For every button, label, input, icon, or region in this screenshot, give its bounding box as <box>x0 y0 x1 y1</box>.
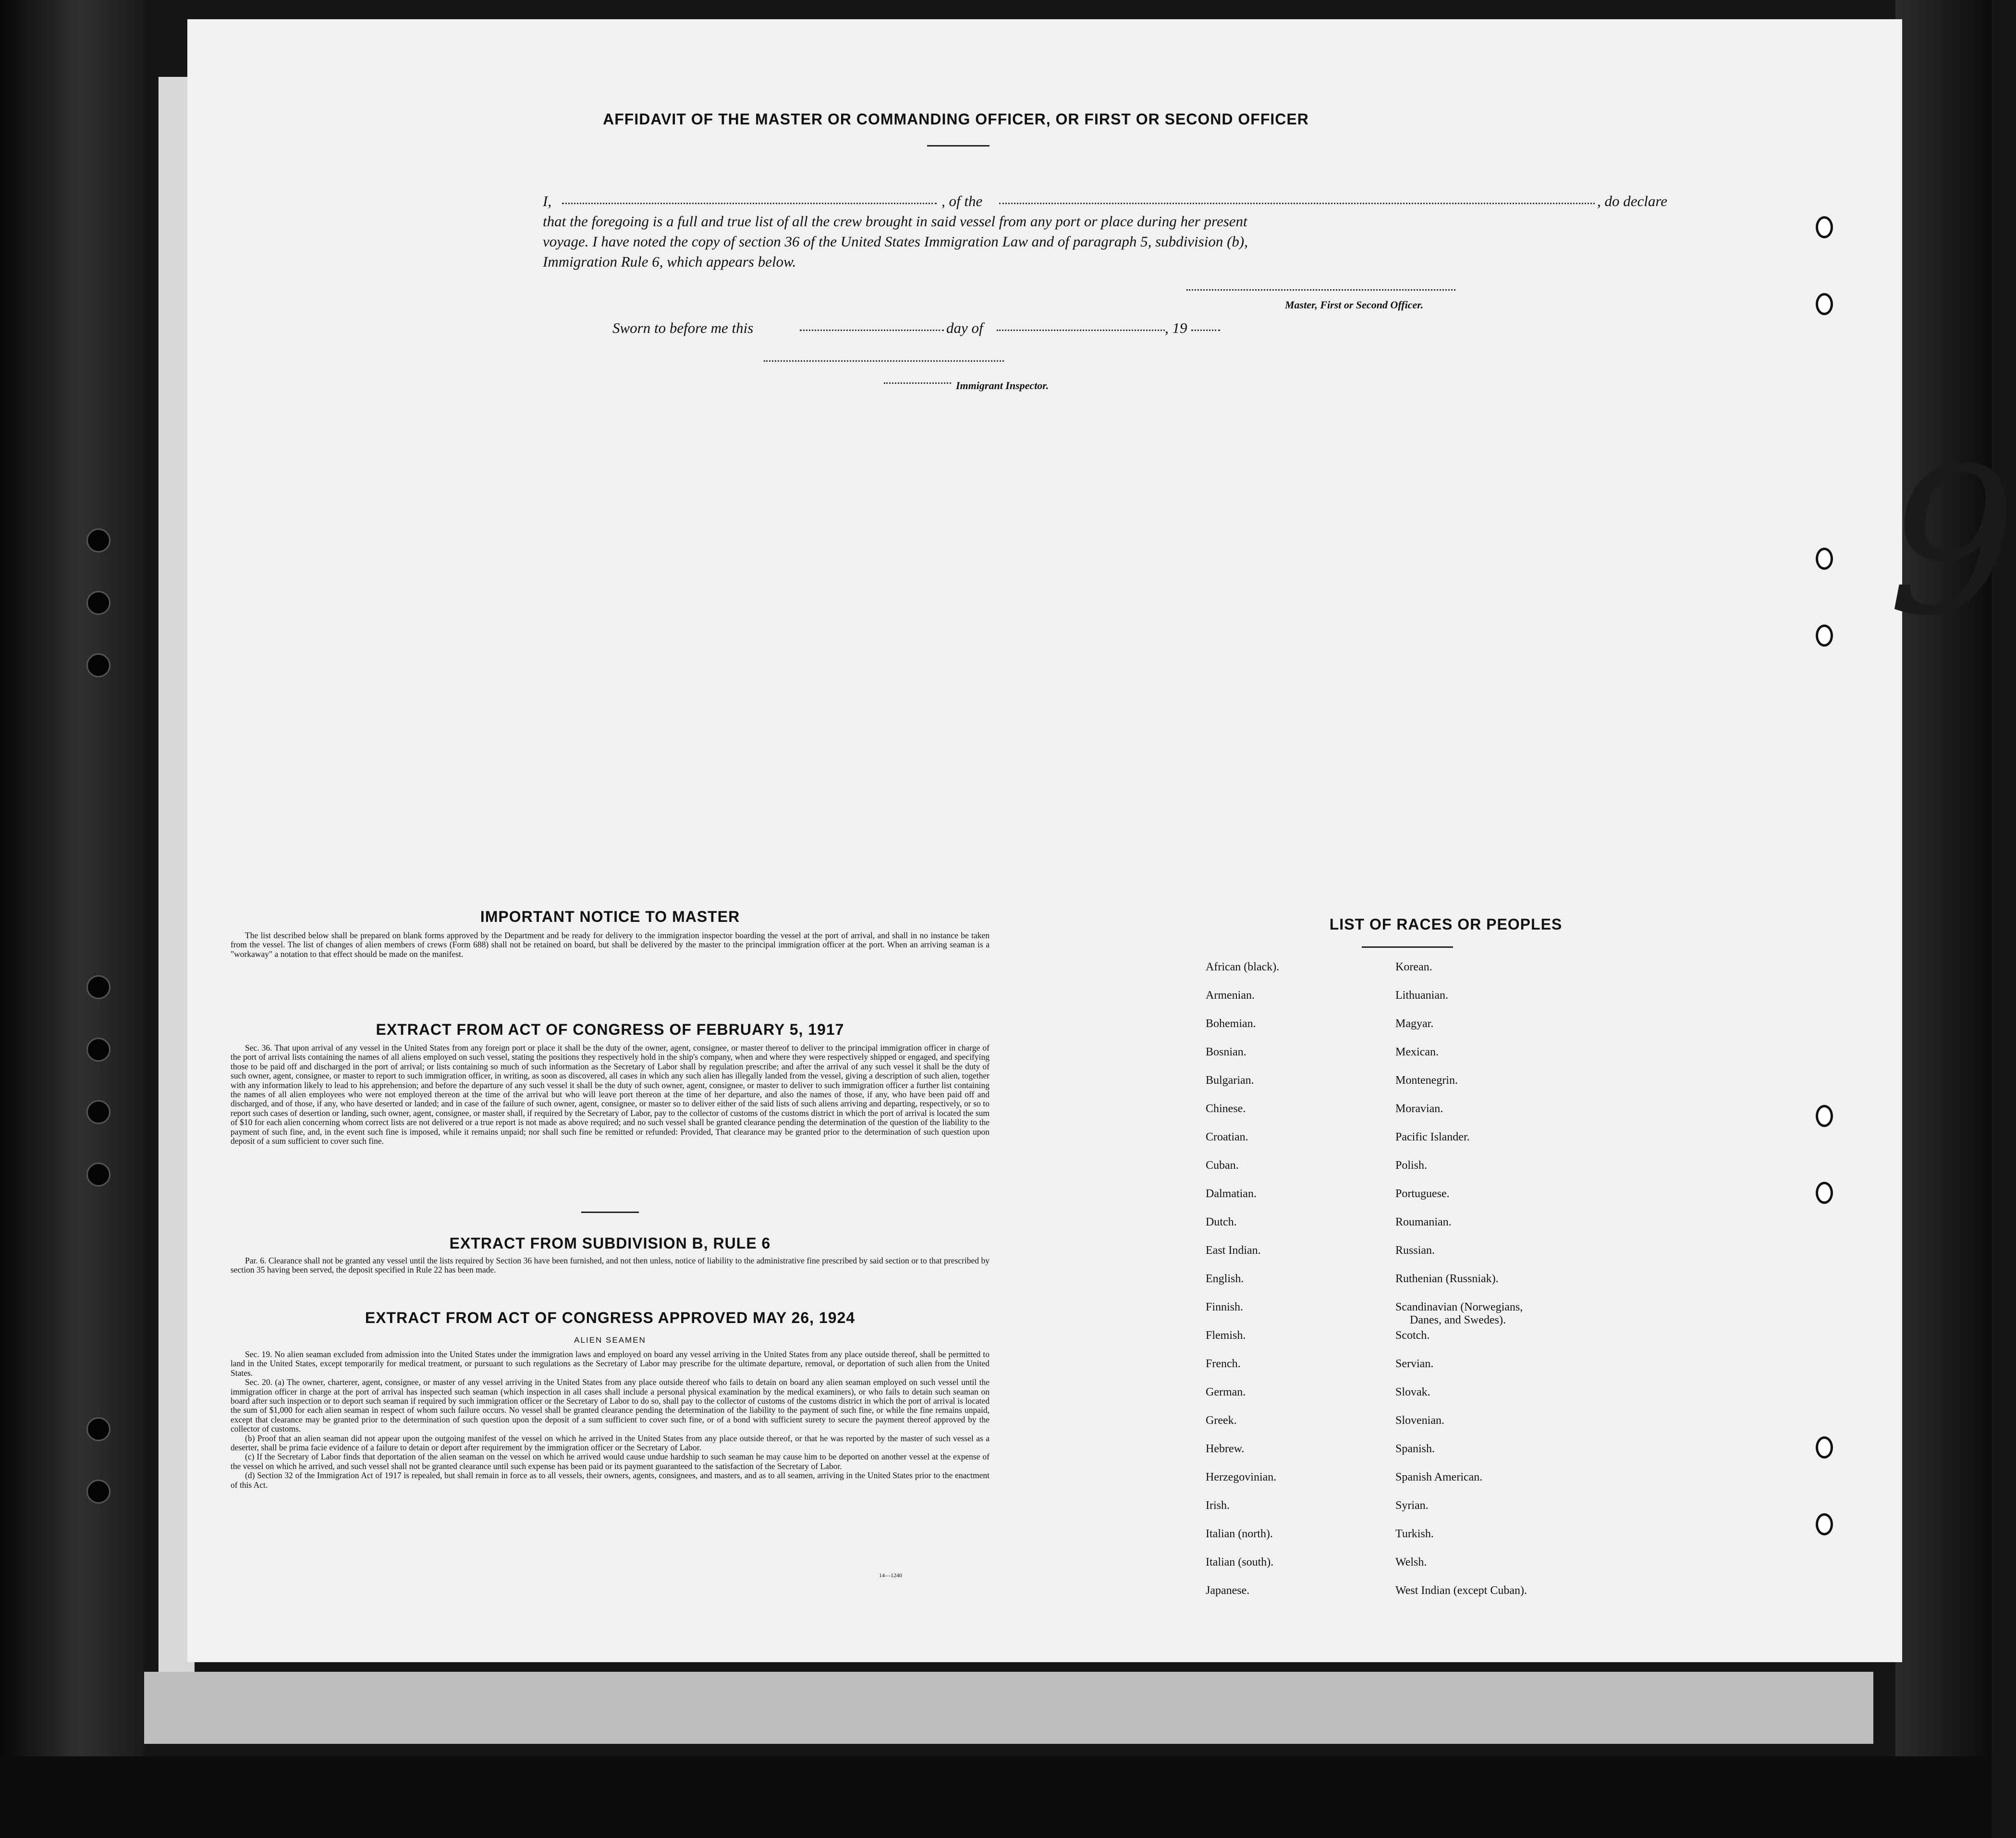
sec-20a-text: Sec. 20. (a) The owner, charterer, agent, consignee, or master of any vessel arriving in the United States from any place outside thereof who fails to detain on board any alien seaman employed on such vessel until the immigration officer in charge at the port of arrival has inspected such seaman (which inspection in all cases shall include a personal physical examination by the medical examiners), or who fails to detain such seaman on board after such inspection or to deport such seaman if required by such immigration officer or the Secretary of Labor to do so, shall pay to the collector of customs of the customs district in which the port of arrival is located the sum of $1,000 for each alien seaman in respect of whom such failure occurs. No vessel shall be granted clearance pending the determination of the liability to the payment of such fine, or while the fine remains unpaid, except that clearance may be granted prior to the determination of such question upon the deposit of a sum sufficient to cover such fine, or of a bond with sufficient surety to secure the payment thereof approved by the collector of customs. <box>231 1377 990 1434</box>
affidavit-title: AFFIDAVIT OF THE MASTER OR COMMANDING OFFICER, OR FIRST OR SECOND OFFICER <box>603 110 1309 128</box>
affidavit-text-line-1: that the foregoing is a full and true list of all the crew brought in said vessel from any port or place during her present <box>543 213 1247 230</box>
race-item: Russian. <box>1395 1244 1435 1257</box>
race-item: Italian (south). <box>1206 1556 1274 1568</box>
race-item: Bulgarian. <box>1206 1074 1254 1087</box>
races-title: LIST OF RACES OR PEOPLES <box>1329 916 1563 933</box>
race-item: Welsh. <box>1395 1556 1427 1568</box>
race-item: East Indian. <box>1206 1244 1261 1257</box>
race-item: Magyar. <box>1395 1017 1434 1030</box>
extract-1924-subtitle: ALIEN SEAMEN <box>574 1336 646 1345</box>
race-item: German. <box>1206 1386 1246 1398</box>
race-item: Slovenian. <box>1395 1414 1444 1427</box>
extract-rule6-title: EXTRACT FROM SUBDIVISION B, RULE 6 <box>449 1235 771 1252</box>
affidavit-i-label: I, <box>543 193 552 209</box>
race-item: Montenegrin. <box>1395 1074 1458 1087</box>
notice-text: The list described below shall be prepared on blank forms approved by the Department and be ready for delivery to the immigration inspector boarding the vessel at the port of arrival, and shall in no instance be taken from the vessel. The list of changes of alien members of crews (Form 688) shall not be retained on board, but shall be delivered by the master to the principal immigration officer at the port. When an arriving seaman is a "workaway" a notation to that effect should be made on the manifest. <box>231 931 990 959</box>
race-item: Roumanian. <box>1395 1216 1452 1228</box>
inspector-signature-field[interactable] <box>764 360 1004 362</box>
race-item: Chinese. <box>1206 1103 1246 1115</box>
punch-hole <box>1816 548 1833 570</box>
race-item: Flemish. <box>1206 1329 1246 1342</box>
punch-hole <box>1816 293 1833 315</box>
race-item: Dalmatian. <box>1206 1188 1257 1200</box>
race-item: Slovak. <box>1395 1386 1430 1398</box>
race-item: Cuban. <box>1206 1159 1239 1172</box>
extract-1924-text <box>231 1350 990 1490</box>
race-item: English. <box>1206 1273 1244 1285</box>
race-item: African (black). <box>1206 961 1280 973</box>
sworn-month-field[interactable] <box>997 330 1165 331</box>
year-label: , 19 <box>1165 319 1187 336</box>
race-item: Portuguese. <box>1395 1188 1450 1200</box>
race-item: Ruthenian (Russniak). <box>1395 1273 1499 1285</box>
race-item: Herzegovinian. <box>1206 1471 1277 1483</box>
sec-20c-text: (c) If the Secretary of Labor finds that deportation of the alien seaman on the vessel on which he arrived would cause undue hardship to such seaman he may cause him to be deported on another vessel at the expense of the vessel on which he arrived, and such vessel shall not be granted clearance until such expense has been paid or its payment guaranteed to the satisfaction of the Secretary of Labor. <box>231 1452 990 1471</box>
race-item: Greek. <box>1206 1414 1237 1427</box>
affidavit-do-declare-label: , do declare <box>1597 193 1668 209</box>
race-item: Syrian. <box>1395 1499 1429 1512</box>
extract-1917-title: EXTRACT FROM ACT OF CONGRESS OF FEBRUARY 5, 1917 <box>376 1021 844 1038</box>
section-rule <box>581 1212 639 1213</box>
affidavit-of-the-label: , of the <box>941 193 983 209</box>
affidavit-text-line-3: Immigration Rule 6, which appears below. <box>543 253 796 270</box>
race-item: Italian (north). <box>1206 1528 1273 1540</box>
extract-rule6-text: Par. 6. Clearance shall not be granted any vessel until the lists required by Section 36 have been furnished, and not then unless, notice of liability to the administrative fine prescribed by said section or to that prescribed by section 35 having been served, the deposit specified in Rule 22 has been made. <box>231 1256 990 1275</box>
affidavit-text-line-2: voyage. I have noted the copy of section 36 of the United States Immigration Law and of paragraph 5, subdivision (b), <box>543 233 1248 250</box>
punch-hole <box>1816 1105 1833 1127</box>
form-number: 14—1240 <box>879 1572 902 1579</box>
sec-19-text: Sec. 19. No alien seaman excluded from admission into the United States under the immigration laws and employed on board any vessel arriving in the United States from any place outside thereof, shall be permitted to land in the United States, except temporarily for medical treatment, or pursuant to such regulations as the Secretary of Labor may prescribe for the ultimate departure, removal, or deportation of such alien from the United States. <box>231 1349 990 1378</box>
scan-border-right <box>1895 0 1992 1838</box>
master-name-field[interactable] <box>562 203 937 204</box>
document-page <box>187 19 2016 1662</box>
race-item: Bosnian. <box>1206 1046 1246 1058</box>
scan-border-left <box>0 0 144 1838</box>
race-item: Spanish. <box>1395 1443 1435 1455</box>
scan-border-bottom <box>0 1756 1992 1838</box>
binder-holes <box>86 528 115 1585</box>
race-item: Turkish. <box>1395 1528 1434 1540</box>
race-item: Croatian. <box>1206 1131 1248 1143</box>
race-item: Mexican. <box>1395 1046 1439 1058</box>
race-item: Irish. <box>1206 1499 1230 1512</box>
sworn-day-field[interactable] <box>800 330 944 331</box>
day-of-label: day of <box>946 319 983 336</box>
master-signature-label: Master, First or Second Officer. <box>1285 299 1424 311</box>
race-item: Danes, and Swedes). <box>1410 1314 1506 1326</box>
race-item: Polish. <box>1395 1159 1428 1172</box>
punch-hole <box>1816 1436 1833 1458</box>
race-item: Lithuanian. <box>1395 989 1448 1002</box>
inspector-dotted-leader <box>884 382 951 384</box>
punch-hole <box>1816 625 1833 647</box>
race-item: French. <box>1206 1358 1241 1370</box>
race-item: Spanish American. <box>1395 1471 1483 1483</box>
extract-1924-title: EXTRACT FROM ACT OF CONGRESS APPROVED MAY 26, 1924 <box>365 1309 855 1326</box>
races-title-rule <box>1362 946 1453 948</box>
race-item: Finnish. <box>1206 1301 1244 1313</box>
punch-hole <box>1816 216 1833 238</box>
race-item: Japanese. <box>1206 1584 1250 1597</box>
race-item: Pacific Islander. <box>1395 1131 1470 1143</box>
punch-hole <box>1816 1182 1833 1204</box>
race-item: Servian. <box>1395 1358 1434 1370</box>
race-item: Scotch. <box>1395 1329 1430 1342</box>
race-item: Scandinavian (Norwegians, <box>1395 1301 1523 1313</box>
race-item: Korean. <box>1395 961 1432 973</box>
sec-20d-text: (d) Section 32 of the Immigration Act of 1917 is repealed, but shall remain in force as to all vessels, their owners, agents, consignees, and masters, and as to all seamen, arriving in the United States prior to the enactment of this Act. <box>231 1470 990 1490</box>
underlying-sheet <box>144 1672 1873 1744</box>
notice-title: IMPORTANT NOTICE TO MASTER <box>480 908 740 925</box>
handwritten-page-number: 9 <box>1888 425 2016 660</box>
race-item: West Indian (except Cuban). <box>1395 1584 1527 1597</box>
vessel-name-field[interactable] <box>999 203 1595 204</box>
race-item: Bohemian. <box>1206 1017 1256 1030</box>
inspector-label: Immigrant Inspector. <box>956 380 1049 392</box>
extract-1917-text: Sec. 36. That upon arrival of any vessel in the United States from any foreign port or place it shall be the duty of the owner, agent, consignee, or master thereof to deliver to the principal immigration officer in charge of the port of arrival lists containing the names of all aliens employed on such vessel, stating the positions they respectively hold in the ship's company, when and where they were respectively shipped or engaged, and specifying those to be paid off and discharged in the port of arrival; or lists containing so much of such information as the Secretary of Labor shall by regulation prescribe; and after the arrival of any such vessel it shall be the duty of such owner, agent, consignee, or master to report to such immigration officer, in writing, as soon as discovered, all cases in which any such alien has illegally landed from the vessel, giving a description of such alien, together with any information likely to lead to his apprehension; and before the departure of any such vessel it shall be the duty of such owner, agent, consignee, or master to deliver to such immigration officer a further list containing the names of all alien employees who were not employed thereon at the time of the arrival but who will leave port thereon at the time of her departure, and also the names of those, if any, who have been paid off and discharged, and of those, if any, who have deserted or landed; and in case of the failure of such owner, agent, consignee, or master so to deliver either of the said lists of such aliens arriving and departing, respectively, or so to report such cases of desertion or landing, such owner, agent, consignee, or master shall, if required by the Secretary of Labor, pay to the collector of customs of the customs district in which the port of arrival is located the sum of $10 for each alien concerning whom correct lists are not delivered or a true report is not made as above required; and no such vessel shall be granted clearance pending the determination of the question of the liability to the payment of such fine, and, in the event such fine is imposed, while it remains unpaid; nor shall such fine be remitted or refunded: Provided, That clearance may be granted prior to the determination of such question upon deposit of a sum sufficient to cover such fine. <box>231 1043 990 1146</box>
title-rule <box>927 145 990 147</box>
sworn-year-field[interactable] <box>1191 330 1220 331</box>
race-item: Armenian. <box>1206 989 1255 1002</box>
race-item: Moravian. <box>1395 1103 1443 1115</box>
race-item: Dutch. <box>1206 1216 1237 1228</box>
sworn-label: Sworn to before me this <box>612 319 754 336</box>
sec-20b-text: (b) Proof that an alien seaman did not appear upon the outgoing manifest of the vessel on which he arrived in the United States from any place outside thereof, or that he was reported by the master of such vessel as a deserter, shall be prima facie evidence of a failure to detain or deport after requirement by the immigration officer or the Secretary of Labor. <box>231 1433 990 1453</box>
master-signature-field[interactable] <box>1186 289 1455 291</box>
punch-hole <box>1816 1513 1833 1535</box>
race-item: Hebrew. <box>1206 1443 1245 1455</box>
